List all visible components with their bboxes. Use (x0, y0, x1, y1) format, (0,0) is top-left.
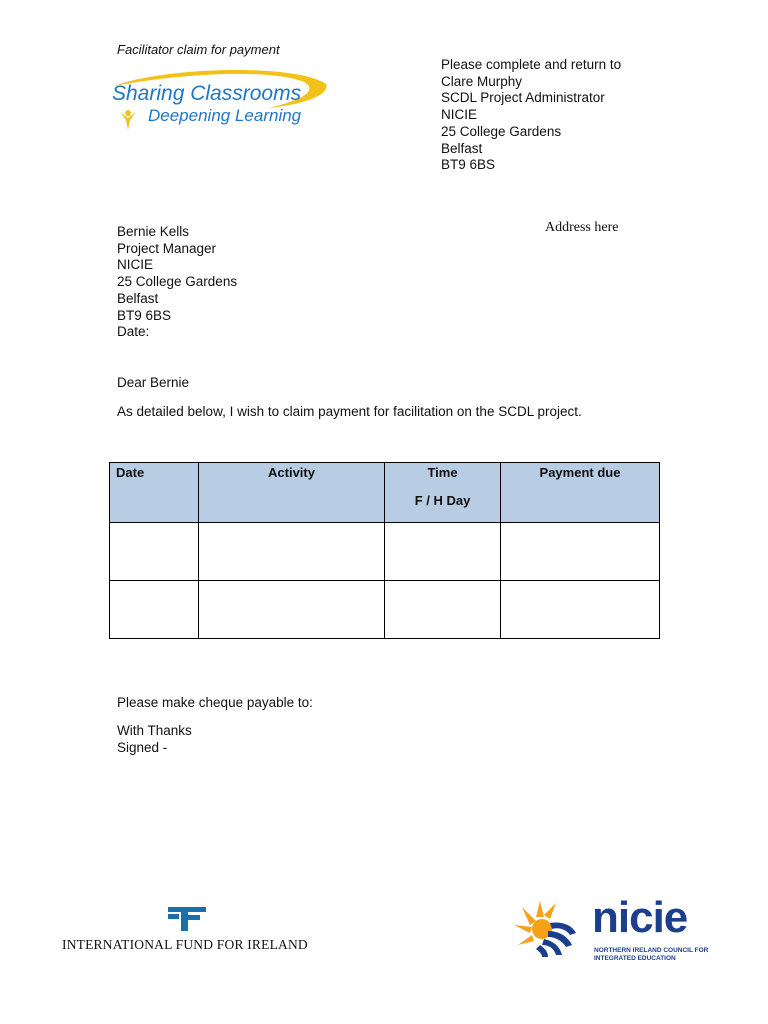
document-heading: Facilitator claim for payment (117, 42, 280, 57)
address-placeholder: Address here (545, 220, 619, 235)
signed-label: Signed - (117, 739, 168, 755)
nicie-logo (510, 893, 722, 965)
header-time (385, 463, 501, 523)
return-line: SCDL Project Administrator (441, 90, 605, 106)
cell-date[interactable] (110, 523, 199, 581)
recipient-line: Bernie Kells (117, 224, 190, 239)
date-label: Date: (117, 324, 150, 340)
cell-payment-due[interactable] (501, 523, 660, 581)
table-header-row (110, 463, 660, 523)
nicie-wordmark: nicie (592, 893, 688, 942)
return-line: 25 College Gardens (441, 123, 562, 139)
header-activity: Activity (199, 463, 385, 523)
cell-time[interactable] (385, 581, 501, 639)
sharing-classrooms-logo (108, 70, 330, 136)
cheque-payable-line: Please make cheque payable to: (117, 695, 313, 710)
intro-paragraph: As detailed below, I wish to claim payment for facilitation on the SCDL project. (117, 404, 582, 419)
cell-time[interactable] (385, 523, 501, 581)
recipient-line: BT9 6BS (117, 307, 172, 323)
return-line: Clare Murphy (441, 73, 523, 89)
recipient-line: Belfast (117, 290, 159, 306)
cell-activity[interactable] (199, 581, 385, 639)
table-row (110, 523, 660, 581)
header-time-label: Time (427, 465, 458, 480)
return-line: NICIE (441, 107, 478, 123)
nicie-subtitle-line: INTEGRATED EDUCATION (594, 955, 676, 962)
cell-date[interactable] (110, 581, 199, 639)
logo-line-2: Deepening Learning (148, 106, 302, 125)
return-address-block (441, 57, 621, 174)
ifi-text: INTERNATIONAL FUND FOR IRELAND (62, 937, 308, 952)
sun-hand-icon (510, 895, 590, 959)
logo-line-1: Sharing Classrooms (112, 82, 302, 105)
closing-thanks: With Thanks (117, 723, 192, 738)
recipient-address-block (117, 224, 237, 341)
header-payment-due: Payment due (501, 463, 660, 523)
claim-table (109, 462, 660, 639)
cell-activity[interactable] (199, 523, 385, 581)
closing-block (117, 723, 192, 756)
cell-payment-due[interactable] (501, 581, 660, 639)
header-date: Date (110, 463, 199, 523)
ifi-emblem-icon (166, 905, 208, 933)
return-line: Belfast (441, 140, 483, 156)
header-time-sub: F / H Day (414, 493, 471, 508)
return-line: Please complete and return to (441, 57, 622, 72)
recipient-line: NICIE (117, 257, 154, 273)
international-fund-for-ireland-logo (62, 905, 322, 955)
nicie-subtitle-line: NORTHERN IRELAND COUNCIL FOR (594, 947, 709, 954)
nicie-subtitle (594, 947, 708, 963)
salutation: Dear Bernie (117, 375, 190, 390)
return-line: BT9 6BS (441, 157, 496, 173)
recipient-line: 25 College Gardens (117, 274, 238, 290)
recipient-line: Project Manager (117, 240, 217, 256)
table-row (110, 581, 660, 639)
